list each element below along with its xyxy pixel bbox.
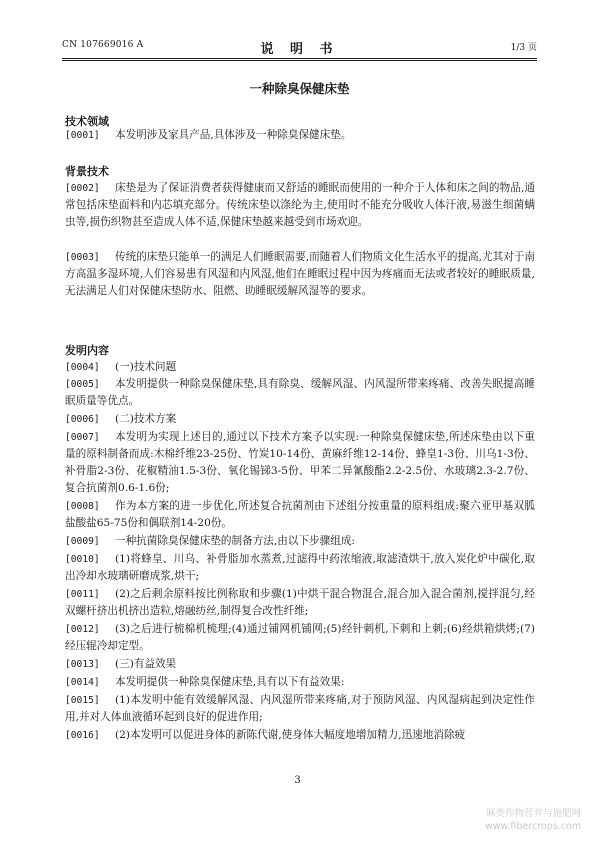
paragraph-text: (二)技术方案 <box>115 413 177 425</box>
paragraph-0007 <box>65 429 535 497</box>
paragraph-0002 <box>65 180 535 231</box>
paragraph-text: (3)之后进行梳棉机梳理;(4)通过铺网机铺网;(5)经针刺机,下刺和上刺;(6)经烘箱烘烤;(7)经压辊冷却定型。 <box>65 623 535 652</box>
paragraph-number: [0003] <box>65 252 100 263</box>
paragraph-0006 <box>65 411 535 428</box>
paragraph-number: [0001] <box>65 130 100 141</box>
page-number: 3 <box>294 775 301 786</box>
document-title: 一种除臭保健床垫 <box>249 81 350 96</box>
section-heading-background: 背景技术 <box>65 165 109 178</box>
paragraph-text: (一)技术问题 <box>115 361 177 373</box>
watermark-line-2: www.fibercrops.com <box>484 821 581 832</box>
paragraph-text: 本发明涉及家具产品,具体涉及一种除臭保健床垫。 <box>115 129 352 141</box>
paragraph-text: 本发明为实现上述目的,通过以下技术方案予以实现:一种除臭保健床垫,所述床垫由以下重量的原料制备而成:木棉纤维23-25份、竹炭10-14份、黄麻纤维12-14份、蜂皇1-3份、川乌1-3份、补骨脂2-3份、花椒精油1.5-3份、氧化锡锑3-5份、甲苯二异氰酸酯2.2-2.5份、水玻璃2.3-2.7份、复合抗菌剂0.6-1.6份; <box>65 431 535 494</box>
paragraph-text: (1)将蜂皇、川乌、补骨脂加水蒸煮,过滤得中药浓缩液,取滤渣烘干,放入炭化炉中碳化,取出冷却水玻璃研磨成浆,烘干; <box>65 553 535 582</box>
paragraph-text: 传统的床垫只能单一的满足人们睡眠需要,而随着人们物质文化生活水平的提高,尤其对于南方高温多湿环境,人们容易患有风湿和内风湿,他们在睡眠过程中因为疼痛而无法或者较好的睡眠质量,无法满足人们对保健床垫防水、阻燃、助睡眠缓解风湿等的要求。 <box>65 251 535 297</box>
paragraph-number: [0006] <box>65 414 100 425</box>
paragraph-text: 一种抗菌除臭保健床垫的制备方法,由以下步骤组成: <box>115 535 355 547</box>
paragraph-0013 <box>65 656 535 673</box>
watermark-line-1: 麻类作物营养与施肥网 <box>485 808 581 819</box>
paragraph-number: [0011] <box>65 589 100 600</box>
paragraph-0011 <box>65 586 535 620</box>
paragraph-0005 <box>65 376 535 410</box>
paragraph-number: [0004] <box>65 362 100 373</box>
header-rule-bottom <box>62 60 537 61</box>
paragraph-text: 作为本方案的进一步优化,所述复合抗菌剂由下述组分按重量的原料组成:聚六亚甲基双胍盐酸盐65-75份和偶联剂14-20份。 <box>65 500 535 529</box>
paragraph-0008 <box>65 498 535 532</box>
paragraph-0012 <box>65 621 535 655</box>
paragraph-0010 <box>65 551 535 585</box>
paragraph-number: [0008] <box>65 501 100 512</box>
paragraph-text: (2)之后剩余原料按比例称取和步骤(1)中烘干混合物混合,混合加入混合菌剂,搅拌混匀,经双螺杆挤出机挤出造粒,熔融纺丝,制得复合改性纤维; <box>65 588 535 617</box>
paragraph-0014 <box>65 674 535 691</box>
header-rule-top <box>62 58 537 59</box>
paragraph-number: [0002] <box>65 183 100 194</box>
paragraph-0009 <box>65 533 535 550</box>
paragraph-number: [0014] <box>65 677 100 688</box>
section-heading-tech-field: 技术领域 <box>65 115 109 128</box>
paragraph-text: 本发明提供一种除臭保健床垫,具有除臭、缓解风湿、内风湿所带来疼痛、改善失眠提高睡眠质量等优点。 <box>65 378 535 407</box>
paragraph-0001 <box>65 127 535 144</box>
document-type: 说 明 书 <box>260 42 339 57</box>
paragraph-number: [0009] <box>65 536 100 547</box>
page-header <box>62 38 537 56</box>
paragraph-text: 床垫是为了保证消费者获得健康而又舒适的睡眠而使用的一种介于人体和床之间的物品,通常包括床垫面料和内芯填充部分。传统床垫以涤纶为主,使用时不能充分吸收人体汗液,易滋生细菌螨虫等,损伤织物甚至造成人体不适,保健床垫越来越受到市场欢迎。 <box>65 182 535 228</box>
paragraph-0016 <box>65 727 535 744</box>
paragraph-number: [0010] <box>65 554 100 565</box>
paragraph-text: (1)本发明中能有效缓解风湿、内风湿所带来疼痛,对于预防风湿、内风湿病起到决定性作用,并对人体血液循环起到良好的促进作用; <box>65 694 535 723</box>
page-indicator: 1/3 页 <box>510 43 537 53</box>
paragraph-text: (三)有益效果 <box>115 658 177 670</box>
paragraph-number: [0012] <box>65 624 100 635</box>
paragraph-text: (2)本发明可以促进身体的新陈代谢,使身体大幅度地增加精力,迅速地消除疲 <box>115 729 466 741</box>
patent-number: CN 107669016 A <box>62 40 144 50</box>
paragraph-number: [0007] <box>65 432 100 443</box>
paragraph-number: [0016] <box>65 730 100 741</box>
paragraph-number: [0013] <box>65 659 100 670</box>
watermark <box>485 807 581 833</box>
section-heading-content: 发明内容 <box>65 344 109 357</box>
paragraph-0004 <box>65 359 535 376</box>
paragraph-0015 <box>65 692 535 726</box>
paragraph-text: 本发明提供一种除臭保健床垫,具有以下有益效果: <box>115 676 345 688</box>
paragraph-number: [0005] <box>65 379 100 390</box>
paragraph-number: [0015] <box>65 695 100 706</box>
paragraph-0003 <box>65 249 535 300</box>
